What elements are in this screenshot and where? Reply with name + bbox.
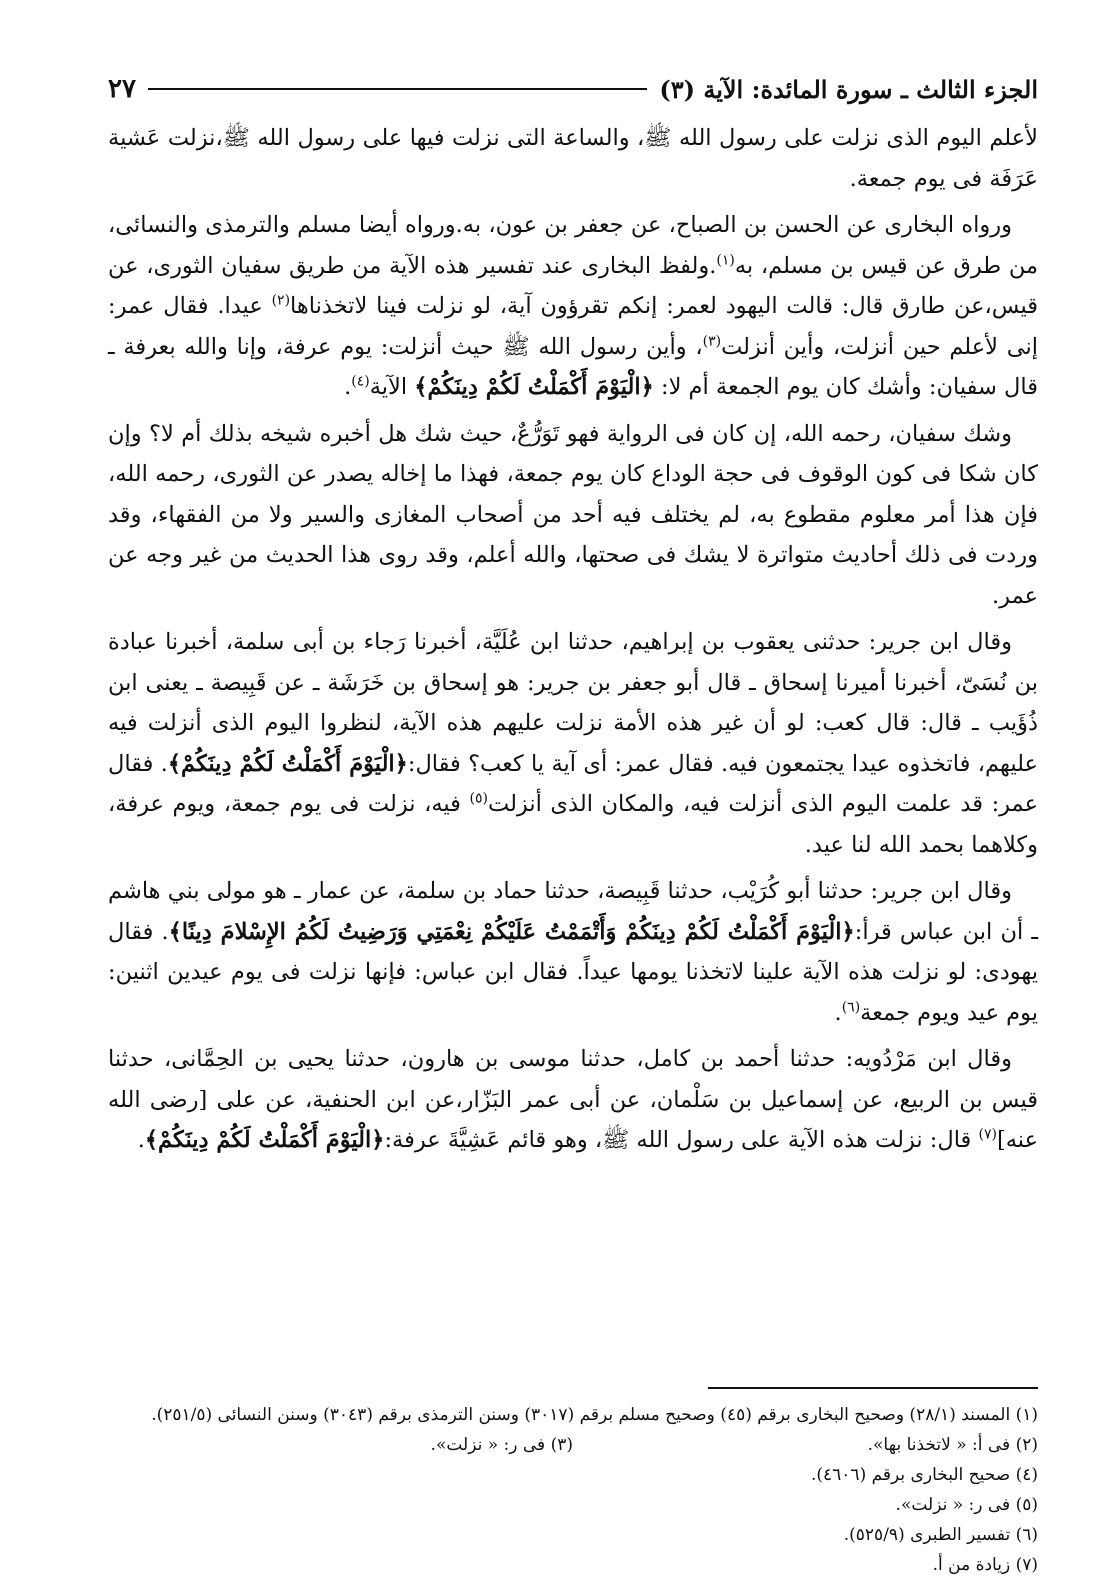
footnote-ref-1: (١) [716,252,735,268]
footnote-5: (٥) فى ر: « نزلت». [895,1495,1038,1515]
quran-quote: ﴿الْيَوْمَ أَكْمَلْتُ لَكُمْ دِينَكُمْ وَأَتْمَمْتُ عَلَيْكُمْ نِعْمَتِي وَرَضِيتُ لَكُمُ الإِسْلامَ دِينًا﴾ [168,918,855,945]
paragraph-text: ، وأين رسول الله ﷺ حيث أنزلت: يوم عرفة، وإنا والله بعرفة ـ قال سفيان: وأشك كان يوم الجمعة أم لا: [108,333,1038,400]
paragraph-text: لأعلم اليوم الذى نزلت على رسول الله ﷺ، والساعة التى نزلت فيها على رسول الله ﷺ،نزلت عَشية عَرَفَة فى يوم جمعة. [108,125,1038,192]
footnote-separator [708,1387,1038,1389]
footnote-ref-2: (٢) [271,292,291,309]
paragraph-3 [108,414,1038,617]
footnote-ref-6: (٦) [841,999,861,1015]
paragraph-text: الآية [369,374,415,400]
header-rule [148,88,647,90]
footnote-row [108,1430,1038,1460]
footnote-7: (٧) زيادة من أ. [932,1555,1038,1575]
paragraph-text: عيدا. فقال عمر: إنى لأعلم حين أنزلت، وأين أنزلت [108,293,1038,360]
footnote-ref-4: (٤) [351,373,370,390]
page-number: ٢٧ [108,74,136,104]
paragraph-text: وشك سفيان، رحمه الله، إن كان فى الرواية فهو تَوَرُّعٌ، حيث شك هل أخبره شيخه بذلك أم لا؟ وإن كان شكا فى كون الوقوف فى حجة الوداع كان يوم جمعة، فهذا ما إخاله يصدر عن الثورى، رحمه الله، فإن هذا أمر معلوم مقطوع به، لم يختلف فيه أحد من أصحاب المغازى والسير ولا من الفقهاء، وقد وردت فى ذلك أحاديث متواترة لا يشك فى صحتها، والله أعلم، وقد روى هذا الحديث من غير وجه عن عمر. [108,420,1038,609]
running-header [108,72,1038,106]
footnote-4: (٤) صحيح البخارى برقم (٤٦٠٦). [810,1465,1038,1485]
paragraph-text: . [137,1127,145,1153]
paragraph-text: . فقال يهودى: لو نزلت هذه الآية علينا لاتخذنا يومها عيداً. فقال ابن عباس: فإنها نزلت فى يوم عيدين اثنين: يوم عيد ويوم جمعة [108,918,1039,1026]
quran-quote: ﴿الْيَوْمَ أَكْمَلْتُ لَكُمْ دِينَكُمْ﴾ [144,1127,385,1153]
header-title: الجزء الثالث ـ سورة المائدة: الآية (٣) [659,74,1038,104]
paragraph-text: قال: نزلت هذه الآية على رسول الله ﷺ، وهو قائم عَشِيَّةَ عرفة: [384,1127,979,1153]
paragraph-text: وقال ابن جرير: حدثنى يعقوب بن إبراهيم، حدثنا ابن عُلَيَّة، أخبرنا رَجاء بن أبى سلمة، أخبرنا عبادة بن نُسَىّ، أخبرنا أميرنا إسحاق ـ قال أبو جعفر بن جرير: هو إسحاق بن خَرَشَة ـ عن قَبِيصة ـ يعنى ابن ذُؤَيب ـ قال: قال كعب: لو أن غير هذه الأمة نزلت عليهم هذه الآية، لنظروا اليوم الذى أنزلت فيه عليهم، فاتخذوه عيدا يجتمعون فيه. فقال عمر: أى آية يا كعب؟ فقال: [108,629,1038,777]
paragraph-text: وقال ابن جرير: حدثنا أبو كُرَيْب، حدثنا قَبِيصة، حدثنا حماد بن سلمة، عن عمار ـ هو مولى بني هاشم ـ أن ابن عباس قرأ: [108,878,1038,945]
paragraph-4 [108,622,1038,865]
quran-quote: ﴿الْيَوْمَ أَكْمَلْتُ لَكُمْ دِينَكُمْ﴾ [414,374,654,400]
footnote-2: (٢) فى أ: « لاتخذنا بها». [867,1435,1038,1455]
paragraph-text: . [834,999,842,1026]
paragraph-text: . فقال عمر: قد علمت اليوم الذى أنزلت فيه، والمكان الذى أنزلت [108,750,1038,817]
footnote-1: (١) المسند (٢٨/١) وصحيح البخارى برقم (٤٥) وصحيح مسلم برقم (٣٠١٧) وسنن الترمذى برقم (٣٠٤٣) وسنن النسائى (٢٥١/٥). [151,1405,1038,1425]
paragraph-6 [108,1039,1038,1161]
quran-quote: ﴿الْيَوْمَ أَكْمَلْتُ لَكُمْ دِينَكُمْ﴾ [167,750,408,777]
paragraph-text: فيه، نزلت فى يوم جمعة، ويوم عرفة، وكلاهما بحمد الله لنا عيد. [108,791,1038,858]
paragraph-text: .ولفظ البخارى عند تفسير هذه الآية من طريق سفيان الثورى، عن قيس،عن طارق قال: قالت اليهود لعمر: إنكم تقرؤون آية، لو نزلت فينا لاتخذناها [108,252,1039,319]
main-text [108,118,1038,1161]
footnote-ref-5: (٥) [469,790,488,807]
footnote-3: (٣) فى ر: « نزلت». [430,1435,573,1455]
paragraph-1 [108,118,1038,199]
footnotes [108,1400,1038,1580]
footnote-6: (٦) تفسير الطبرى (٥٢٥/٩). [843,1525,1038,1545]
paragraph-text: . [344,374,352,400]
paragraph-5 [108,871,1038,1033]
paragraph-text: وقال ابن مَرْدُويه: حدثنا أحمد بن كامل، حدثنا موسى بن هارون، حدثنا يحيى بن الحِمَّانى، حدثنا قيس بن الربيع، عن إسماعيل بن سَلْمان، عن أبى عمر البَزّار،عن ابن الحنفية، عن على [رضى الله عنه] [108,1046,1038,1153]
paragraph-2 [108,205,1038,408]
footnote-ref-7: (٧) [978,1126,997,1143]
paragraph-text: ورواه البخارى عن الحسن بن الصباح، عن جعفر بن عون، به.ورواه أيضا مسلم والترمذى والنسائى، من طرق عن قيس بن مسلم، به [108,212,1038,279]
footnote-ref-3: (٣) [702,333,722,349]
